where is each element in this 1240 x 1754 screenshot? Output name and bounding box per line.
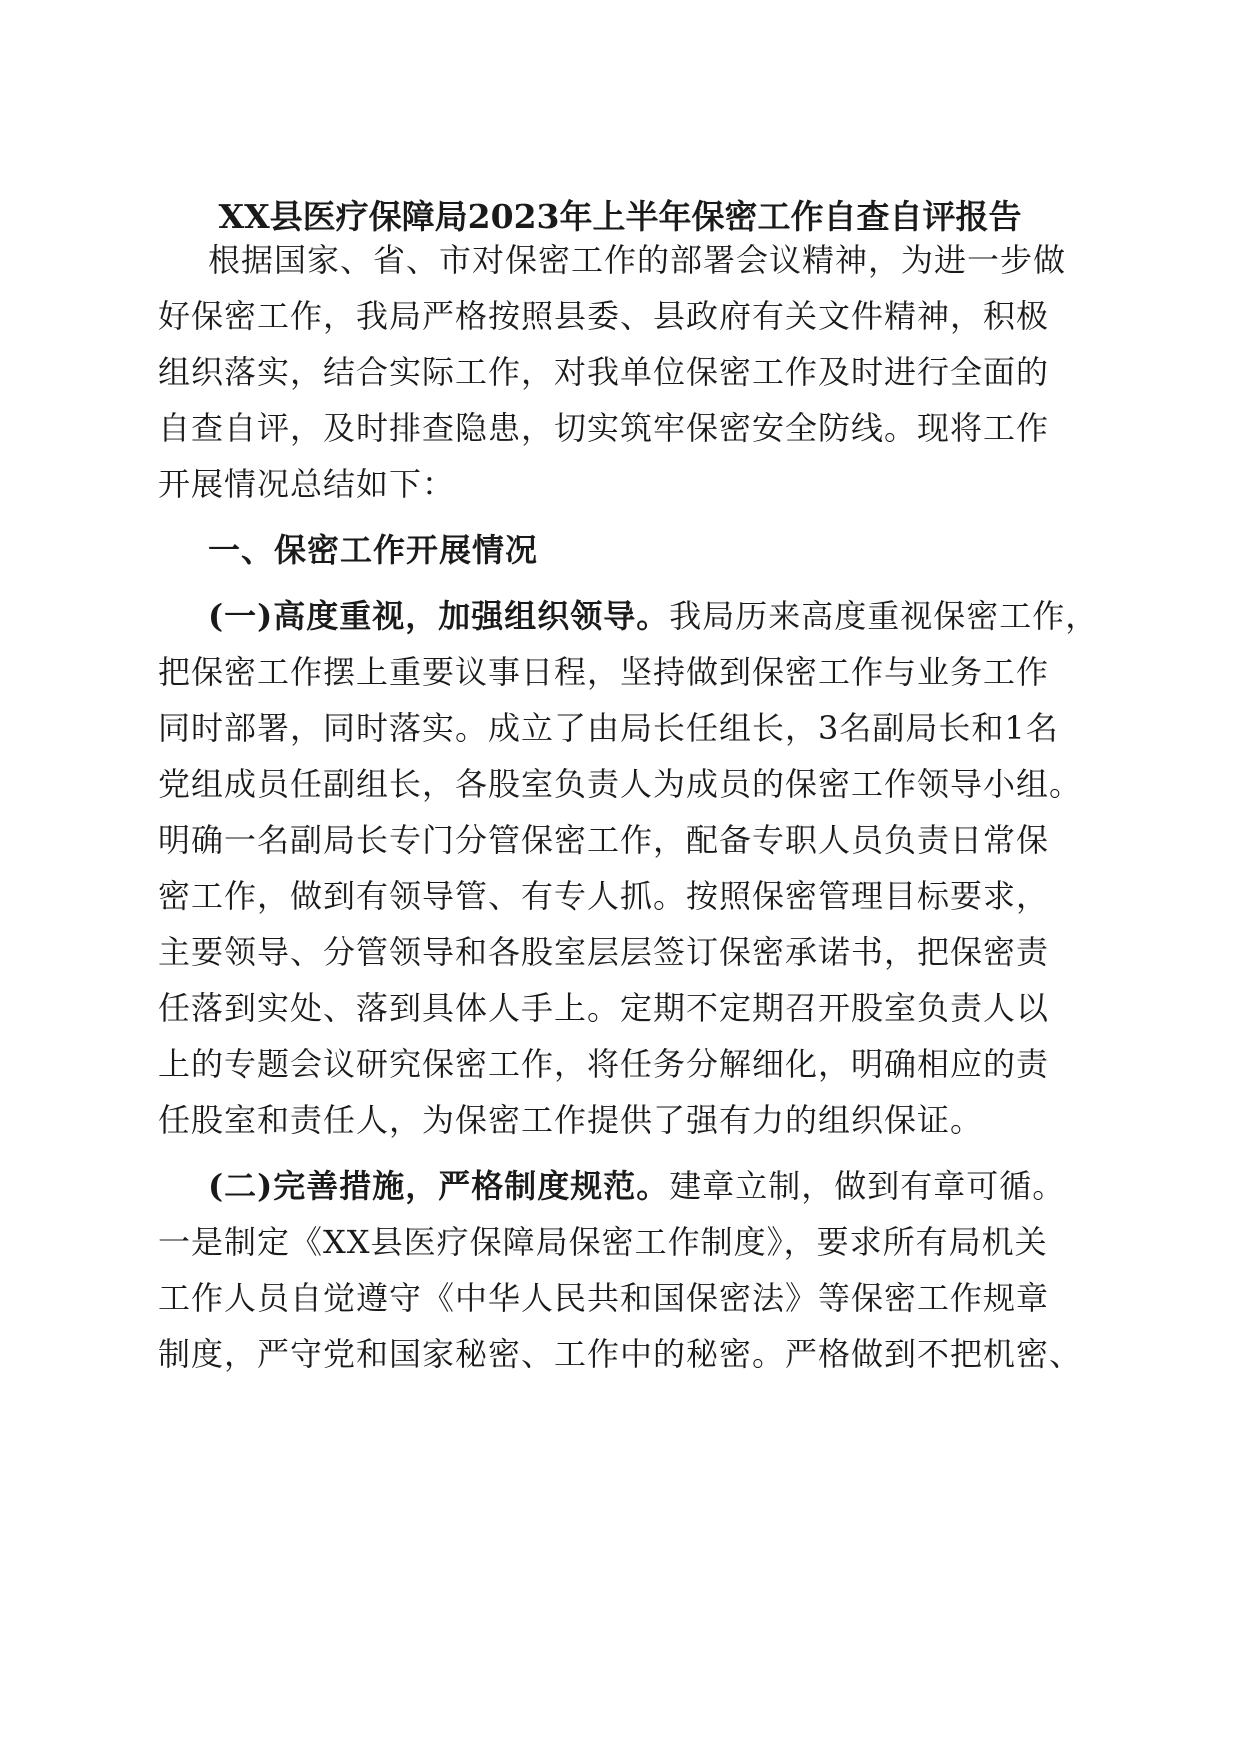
sub1-heading: (一)高度重视，加强组织领导。: [208, 597, 670, 635]
sub1-line: 任落到实处、落到具体人手上。定期不定期召开股室负责人以: [158, 989, 1050, 1027]
sub2-line: 一是制定《XX县医疗保障局保密工作制度》，要求所有局机关: [158, 1223, 1048, 1261]
sub2-heading: (二)完善措施，严格制度规范。: [208, 1167, 670, 1205]
section-heading: 一、保密工作开展情况: [208, 531, 539, 569]
document-title: XX县医疗保障局2023年上半年保密工作自查自评报告: [218, 197, 1022, 236]
sub2-first-line-text: 建章立制，做到有章可循。: [669, 1167, 1066, 1205]
sub1-line: 党组成员任副组长，各股室负责人为成员的保密工作领导小组。: [158, 765, 1083, 803]
intro-line: 组织落实，结合实际工作，对我单位保密工作及时进行全面的: [158, 353, 1050, 391]
sub2-line: 工作人员自觉遵守《中华人民共和国保密法》等保密工作规章: [158, 1279, 1050, 1317]
sub1-line: 上的专题会议研究保密工作，将任务分解细化，明确相应的责: [158, 1045, 1050, 1083]
sub1-line: 把保密工作摆上重要议事日程，坚持做到保密工作与业务工作: [158, 653, 1050, 691]
intro-line: 开展情况总结如下：: [158, 465, 456, 503]
intro-line: 好保密工作，我局严格按照县委、县政府有关文件精神，积极: [158, 297, 1050, 335]
intro-line: 根据国家、省、市对保密工作的部署会议精神，为进一步做: [208, 241, 1067, 279]
sub1-line: 明确一名副局长专门分管保密工作，配备专职人员负责日常保: [158, 821, 1050, 859]
sub2-line: 制度，严守党和国家秘密、工作中的秘密。严格做到不把机密、: [158, 1335, 1083, 1373]
sub1-line: 同时部署，同时落实。成立了由局长任组长，3名副局长和1名: [158, 709, 1059, 747]
sub1-line: 主要领导、分管领导和各股室层层签订保密承诺书，把保密责: [158, 933, 1050, 971]
sub1-first-line-text: 我局历来高度重视保密工作，: [669, 597, 1099, 635]
sub2-first-line: [208, 1164, 1065, 1208]
sub1-first-line: [208, 594, 1098, 638]
sub1-line: 密工作，做到有领导管、有专人抓。按照保密管理目标要求，: [158, 877, 1050, 915]
intro-line: 自查自评，及时排查隐患，切实筑牢保密安全防线。现将工作: [158, 409, 1050, 447]
sub1-line: 任股室和责任人，为保密工作提供了强有力的组织保证。: [158, 1101, 984, 1139]
